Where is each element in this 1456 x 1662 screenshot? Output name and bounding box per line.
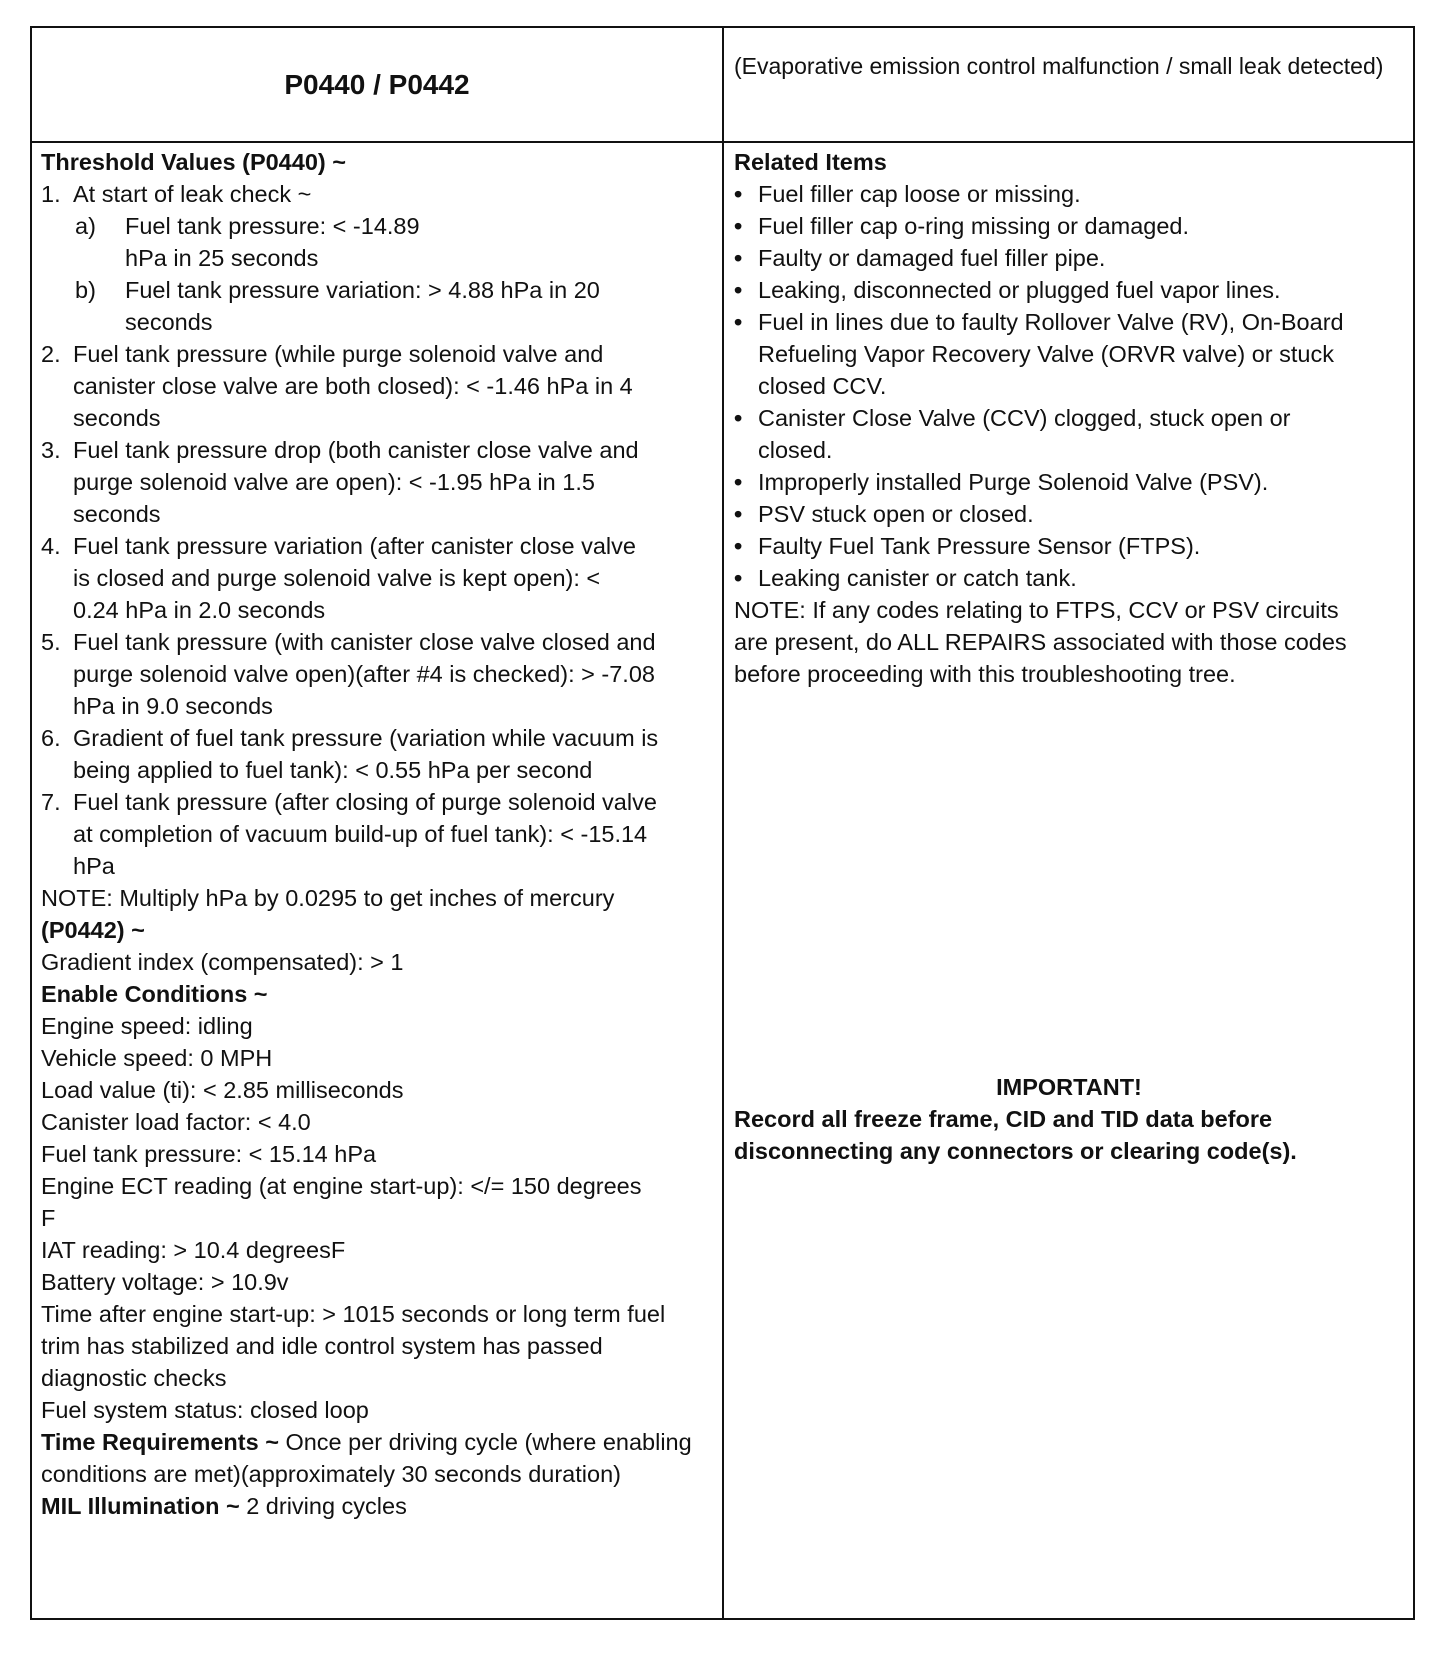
bullet-icon: • — [734, 181, 743, 207]
list-item — [734, 530, 1404, 562]
condition-item: IAT reading: > 10.4 degreesF — [41, 1237, 346, 1263]
item-text: Fuel tank pressure (while purge solenoid valve and canister close valve are both closed): < -1.46 hPa in 4 seconds — [73, 341, 633, 431]
bullet-icon: • — [734, 245, 743, 271]
list-item — [734, 402, 1404, 466]
condition-item: Canister load factor: < 4.0 — [41, 1109, 311, 1135]
bullet-icon: • — [734, 469, 743, 495]
related-items-list — [734, 178, 1404, 594]
list-item — [734, 498, 1404, 530]
threshold-item — [41, 530, 716, 626]
left-column — [41, 146, 716, 1522]
bullet-icon: • — [734, 277, 743, 303]
p0442-heading: (P0442) ~ — [41, 917, 145, 943]
item-number: 1. — [41, 181, 61, 207]
list-item-text: Fuel filler cap o-ring missing or damaged. — [758, 213, 1190, 239]
bullet-icon: • — [734, 533, 743, 559]
list-item — [734, 242, 1404, 274]
condition-item: Fuel tank pressure: < 15.14 hPa — [41, 1141, 377, 1167]
sub-item — [41, 210, 716, 274]
sub-item-text: Fuel tank pressure: < -14.89 hPa in 25 seconds — [125, 213, 420, 271]
item-text: Gradient of fuel tank pressure (variation while vacuum is being applied to fuel tank): < 0.55 hPa per second — [73, 725, 659, 783]
threshold-heading: Threshold Values (P0440) ~ — [41, 149, 346, 175]
enable-conditions-heading: Enable Conditions ~ — [41, 981, 268, 1007]
threshold-item — [41, 178, 716, 210]
bullet-icon: • — [734, 501, 743, 527]
list-item-text: Leaking canister or catch tank. — [758, 565, 1077, 591]
list-item — [734, 306, 1404, 402]
list-item — [734, 562, 1404, 594]
item-text: Fuel tank pressure variation (after canister close valve is closed and purge solenoid valve is kept open): < 0.24 hPa in 2.0 seconds — [73, 533, 636, 623]
list-item — [734, 178, 1404, 210]
time-requirements-text: Once per driving cycle (where enabling conditions are met)(approximately 30 seconds duration) — [41, 1429, 692, 1487]
threshold-item — [41, 626, 716, 722]
sub-item-label: b) — [75, 277, 96, 303]
time-requirements — [41, 1426, 706, 1490]
condition-item: Battery voltage: > 10.9v — [41, 1269, 289, 1295]
list-item-text: Canister Close Valve (CCV) clogged, stuck open or closed. — [758, 405, 1291, 463]
threshold-item — [41, 434, 716, 530]
bullet-icon: • — [734, 213, 743, 239]
list-item-text: Faulty Fuel Tank Pressure Sensor (FTPS). — [758, 533, 1201, 559]
list-item-text: Improperly installed Purge Solenoid Valve (PSV). — [758, 469, 1269, 495]
bullet-icon: • — [734, 565, 743, 591]
gradient-index: Gradient index (compensated): > 1 — [41, 949, 404, 975]
header-divider — [32, 141, 1413, 143]
related-items-note: NOTE: If any codes relating to FTPS, CCV or PSV circuits are present, do ALL REPAIRS associated with those codes before proceeding with this troubleshooting tree. — [734, 597, 1347, 687]
item-number: 5. — [41, 629, 61, 655]
related-items-heading: Related Items — [734, 149, 887, 175]
important-text: Record all freeze frame, CID and TID data before disconnecting any connectors or clearing code(s). — [734, 1106, 1297, 1164]
condition-item: Time after engine start-up: > 1015 seconds or long term fuel trim has stabilized and idle control system has passed diagnostic checks — [41, 1301, 666, 1391]
sub-item — [41, 274, 716, 338]
list-item — [734, 210, 1404, 242]
condition-item: Vehicle speed: 0 MPH — [41, 1045, 273, 1071]
right-column — [734, 146, 1404, 690]
item-text: Fuel tank pressure (with canister close valve closed and purge solenoid valve open)(after #4 is checked): > -7.08 hPa in 9.0 seconds — [73, 629, 656, 719]
threshold-item — [41, 786, 716, 882]
condition-item: Fuel system status: closed loop — [41, 1397, 369, 1423]
item-number: 2. — [41, 341, 61, 367]
mil-illumination-label: MIL Illumination ~ — [41, 1493, 240, 1519]
item-text: Fuel tank pressure (after closing of purge solenoid valve at completion of vacuum build-up of fuel tank): < -15.14 hPa — [73, 789, 657, 879]
important-notice — [734, 1071, 1404, 1167]
item-number: 3. — [41, 437, 61, 463]
column-divider — [722, 28, 724, 1618]
mil-illumination — [41, 1490, 716, 1522]
list-item-text: Fuel filler cap loose or missing. — [758, 181, 1081, 207]
sub-item-label: a) — [75, 213, 96, 239]
trouble-code-description: (Evaporative emission control malfunction / small leak detected) — [734, 53, 1384, 79]
list-item-text: Leaking, disconnected or plugged fuel vapor lines. — [758, 277, 1281, 303]
list-item-text: Fuel in lines due to faulty Rollover Valve (RV), On-Board Refueling Vapor Recovery Valve (ORVR valve) or stuck closed CCV. — [758, 309, 1344, 399]
condition-item: Engine speed: idling — [41, 1013, 253, 1039]
conversion-note: NOTE: Multiply hPa by 0.0295 to get inches of mercury — [41, 885, 615, 911]
important-heading: IMPORTANT! — [996, 1074, 1142, 1100]
mil-illumination-text: 2 driving cycles — [239, 1493, 407, 1519]
sub-item-text: Fuel tank pressure variation: > 4.88 hPa in 20 seconds — [125, 277, 600, 335]
list-item-text: Faulty or damaged fuel filler pipe. — [758, 245, 1106, 271]
diagnostic-table — [30, 26, 1415, 1620]
item-number: 4. — [41, 533, 61, 559]
condition-item: Load value (ti): < 2.85 milliseconds — [41, 1077, 404, 1103]
time-requirements-label: Time Requirements ~ — [41, 1429, 279, 1455]
list-item — [734, 466, 1404, 498]
bullet-icon: • — [734, 309, 743, 335]
item-text: Fuel tank pressure drop (both canister close valve and purge solenoid valve are open): < -1.95 hPa in 1.5 seconds — [73, 437, 639, 527]
list-item — [734, 274, 1404, 306]
threshold-item — [41, 722, 716, 786]
trouble-code-title: P0440 / P0442 — [284, 68, 470, 100]
condition-item: Engine ECT reading (at engine start-up): </= 150 degrees F — [41, 1173, 642, 1231]
threshold-item — [41, 338, 716, 434]
item-number: 6. — [41, 725, 61, 751]
bullet-icon: • — [734, 405, 743, 431]
item-text: At start of leak check ~ — [73, 181, 312, 207]
list-item-text: PSV stuck open or closed. — [758, 501, 1034, 527]
item-number: 7. — [41, 789, 61, 815]
